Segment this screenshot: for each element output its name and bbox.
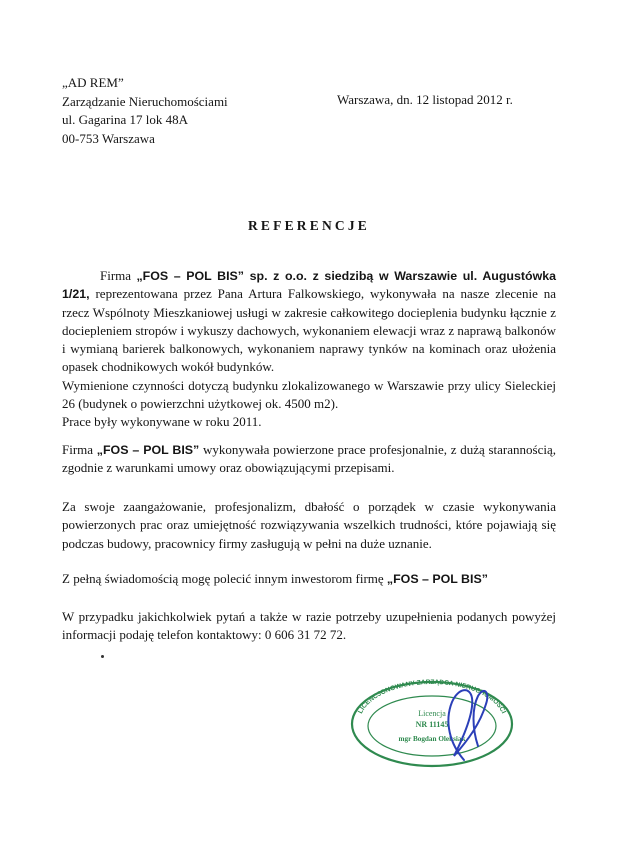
stamp-license-number: NR 11145 <box>415 720 449 729</box>
document-title: REFERENCJE <box>247 218 370 233</box>
paragraph-1-year: Prace były wykonywane w roku 2011. <box>62 414 262 430</box>
paragraph-5-text: W przypadku jakichkolwiek pytań a także w razie potrzeby uzupełnienia podanych powyżej informacji podaję telefon kontaktowy: 0 606 31 72 72. <box>62 609 556 643</box>
stamp-ring-text: LICENCJONOWANY ZARZĄDCA NIERUCHOMOŚCI <box>357 678 507 715</box>
company-address: sp. z o.o. z siedzibą w Warszawie ul. Augustówka 1/21, <box>62 269 556 302</box>
paragraph-1 <box>62 267 556 432</box>
stamp-owner-name: mgr Bogdan Oleksiak <box>398 735 466 743</box>
paragraph-3-text: Za swoje zaangażowanie, profesjonalizm, dbałość o porządek w czasie wykonywania powierzonych prac oraz umiejętność rozwiązywania wszelkich trudności, które pojawiają się podczas budowy, pracownicy firmy zasługują w pełni na duże uznanie. <box>62 499 556 551</box>
paragraph-4-text <box>62 570 556 588</box>
paragraph-1-lead: Firma <box>100 268 137 283</box>
place-date: Warszawa, dn. 12 listopad 2012 r. <box>337 92 513 107</box>
paragraph-1-location: Wymienione czynności dotyczą budynku zlokalizowanego w Warszawie przy ulicy Sieleckiej 26 (budynek o powierzchni użytkowej ok. 4500 m2). <box>62 377 556 412</box>
ink-dot <box>101 655 104 658</box>
paragraph-2-lead: Firma <box>62 442 97 457</box>
paragraph-1-body: reprezentowana przez Pana Artura Falkowskiego, wykonywała na nasze zlecenie na rzecz Wspólnoty Mieszkaniowej usługi w zakresie całkowitego docieplenia budynku łącznie z dociepleniem stropów i wykuszy dachowych, wykonaniem elewacji wraz z naprawą balkonów i wymianą barierek balkonowych, wykonaniem naprawy tynków na kominach oraz ułożenia opasek chodnikowych wokół budynków. <box>62 286 556 375</box>
paragraph-5 <box>62 608 556 645</box>
paragraph-4-lead: Z pełną świadomością mogę polecić innym inwestorom firmę <box>62 571 387 586</box>
sender-address <box>62 74 228 148</box>
paragraph-4 <box>62 570 556 588</box>
paragraph-2 <box>62 441 556 478</box>
company-name: „FOS – POL BIS” <box>96 443 200 457</box>
sender-company: Zarządzanie Nieruchomościami <box>62 93 228 109</box>
paragraph-2-body: wykonywała powierzone prace profesjonalnie, z dużą starannością, zgodnie z warunkami umowy oraz obowiązującymi przepisami. <box>62 442 556 476</box>
sender-city: 00-753 Warszawa <box>62 130 155 146</box>
paragraph-1-main <box>62 267 556 377</box>
paragraph-2-text <box>62 441 556 478</box>
sender-name: „AD REM” <box>62 75 124 90</box>
sender-street: ul. Gagarina 17 lok 48A <box>62 112 189 127</box>
paragraph-3 <box>62 498 556 553</box>
stamp-license-label: Licencja <box>418 709 446 718</box>
company-stamp <box>346 674 516 770</box>
company-name: „FOS – POL BIS” <box>136 269 245 283</box>
company-name: „FOS – POL BIS” <box>386 572 488 586</box>
